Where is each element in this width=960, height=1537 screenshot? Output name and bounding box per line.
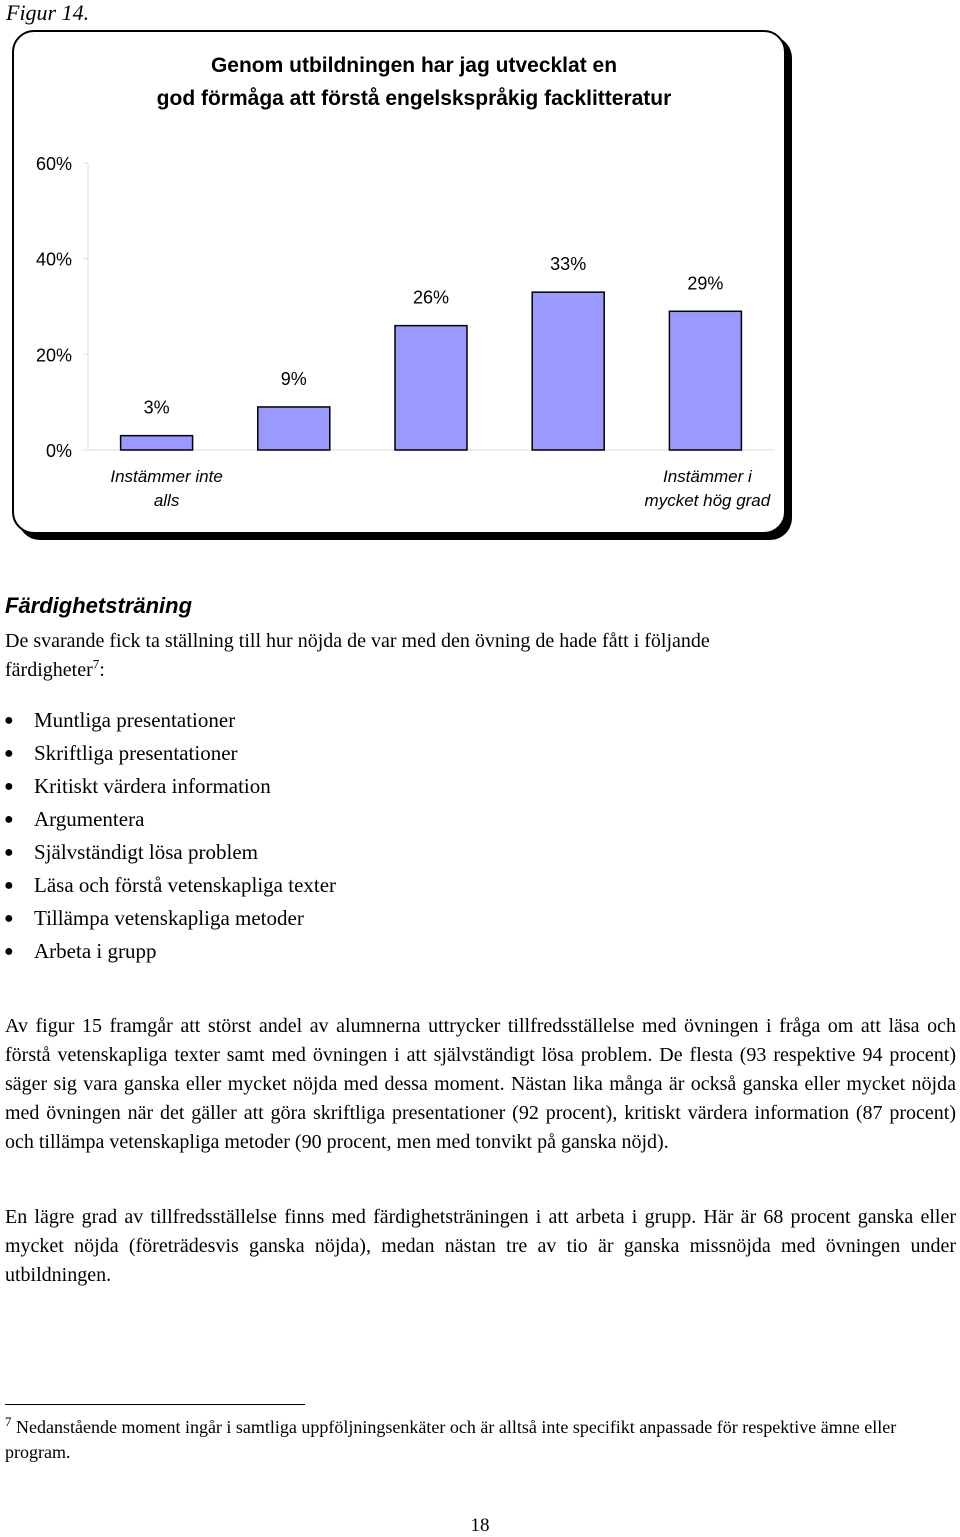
- page-number: 18: [470, 1515, 490, 1536]
- bullet-icon: ●: [4, 778, 14, 795]
- chart-title-line: god förmåga att förstå engelskspråkig facklitteratur: [156, 87, 672, 110]
- y-tick-label: 20%: [35, 345, 72, 366]
- y-tick-label: 0%: [45, 441, 72, 461]
- intro-line-2: färdigheter: [5, 659, 93, 681]
- footnote: [5, 1415, 956, 1465]
- list-item: [0, 704, 336, 737]
- list-item-label: Argumentera: [34, 807, 145, 831]
- footnote-number: 7: [5, 1414, 12, 1429]
- bullet-icon: ●: [4, 745, 14, 762]
- intro-paragraph: [5, 627, 956, 685]
- bullet-icon: ●: [4, 877, 14, 894]
- data-label: 33%: [550, 254, 587, 275]
- list-item: [0, 869, 336, 902]
- bullet-icon: ●: [4, 844, 14, 861]
- bullet-icon: ●: [4, 943, 14, 960]
- bar: [669, 311, 741, 450]
- skills-list: [0, 704, 336, 968]
- intro-line-2-suffix: :: [99, 659, 105, 681]
- bullet-icon: ●: [4, 712, 14, 729]
- list-item: [0, 737, 336, 770]
- list-item-label: Tillämpa vetenskapliga metoder: [34, 906, 304, 930]
- bar-chart: [14, 32, 786, 534]
- paragraph-2: En lägre grad av tillfredsställelse finns med färdighetsträningen i att arbeta i grupp. Här är 68 procent ganska eller mycket nöjda (företrädesvis ganska nöjda), medan nästan tre av tio är ganska missnöjda med övningen under utbildningen.: [5, 1206, 956, 1286]
- bar: [395, 326, 467, 450]
- y-tick-label: 40%: [35, 249, 72, 270]
- footnote-divider: [5, 1404, 305, 1405]
- data-label: 3%: [143, 397, 170, 418]
- section-heading: Färdighetsträning: [5, 593, 193, 618]
- list-item-label: Läsa och förstå vetenskapliga texter: [34, 873, 337, 897]
- figure-label: Figur 14.: [6, 0, 90, 25]
- list-item: [0, 803, 336, 836]
- footnote-text: Nedanstående moment ingår i samtliga uppföljningsenkäter och är alltså inte specifikt anpassade för respektive ämne eller program.: [5, 1417, 897, 1462]
- list-item: [0, 902, 336, 935]
- bar: [532, 292, 604, 450]
- bullet-icon: ●: [4, 910, 14, 927]
- data-label: 9%: [280, 368, 307, 389]
- list-item: [0, 935, 336, 968]
- bar: [258, 407, 330, 450]
- intro-line-1: De svarande fick ta ställning till hur nöjda de var med den övning de hade fått i följande: [5, 630, 710, 652]
- bullet-icon: ●: [4, 811, 14, 828]
- list-item-label: Självständigt lösa problem: [34, 840, 258, 864]
- x-axis-end-label-left: Instämmer inte: [110, 467, 223, 486]
- x-axis-end-label-right: mycket hög grad: [644, 491, 771, 510]
- bar: [121, 436, 193, 450]
- x-axis-end-label-left: alls: [153, 491, 180, 510]
- list-item-label: Skriftliga presentationer: [34, 741, 238, 765]
- list-item-label: Kritiskt värdera information: [34, 774, 271, 798]
- data-label: 29%: [687, 273, 724, 294]
- list-item-label: Arbeta i grupp: [34, 939, 157, 963]
- y-tick-label: 60%: [35, 154, 72, 174]
- footnote-ref: 7: [92, 656, 100, 672]
- paragraph-1: Av figur 15 framgår att störst andel av alumnerna uttrycker tillfredsställelse med övningen i fråga om att läsa och förstå vetenskapliga texter samt med övningen i att självständigt lösa problem. De flesta (93 respektive 94 procent) säger sig vara ganska eller mycket nöjda med dessa moment. Nästan lika många är också ganska eller mycket nöjda med övningen när det gäller att göra skriftliga presentationer (92 procent), kritiskt värdera information (87 procent) och tillämpa vetenskapliga metoder (90 procent, men med tonvikt på ganska nöjd).: [5, 1015, 956, 1153]
- list-item-label: Muntliga presentationer: [34, 708, 236, 732]
- data-label: 26%: [412, 287, 450, 308]
- list-item: [0, 770, 336, 803]
- chart-title-line: Genom utbildningen har jag utvecklat en: [210, 54, 618, 77]
- chart-frame: [12, 30, 786, 534]
- list-item: [0, 836, 336, 869]
- x-axis-end-label-right: Instämmer i: [663, 467, 752, 486]
